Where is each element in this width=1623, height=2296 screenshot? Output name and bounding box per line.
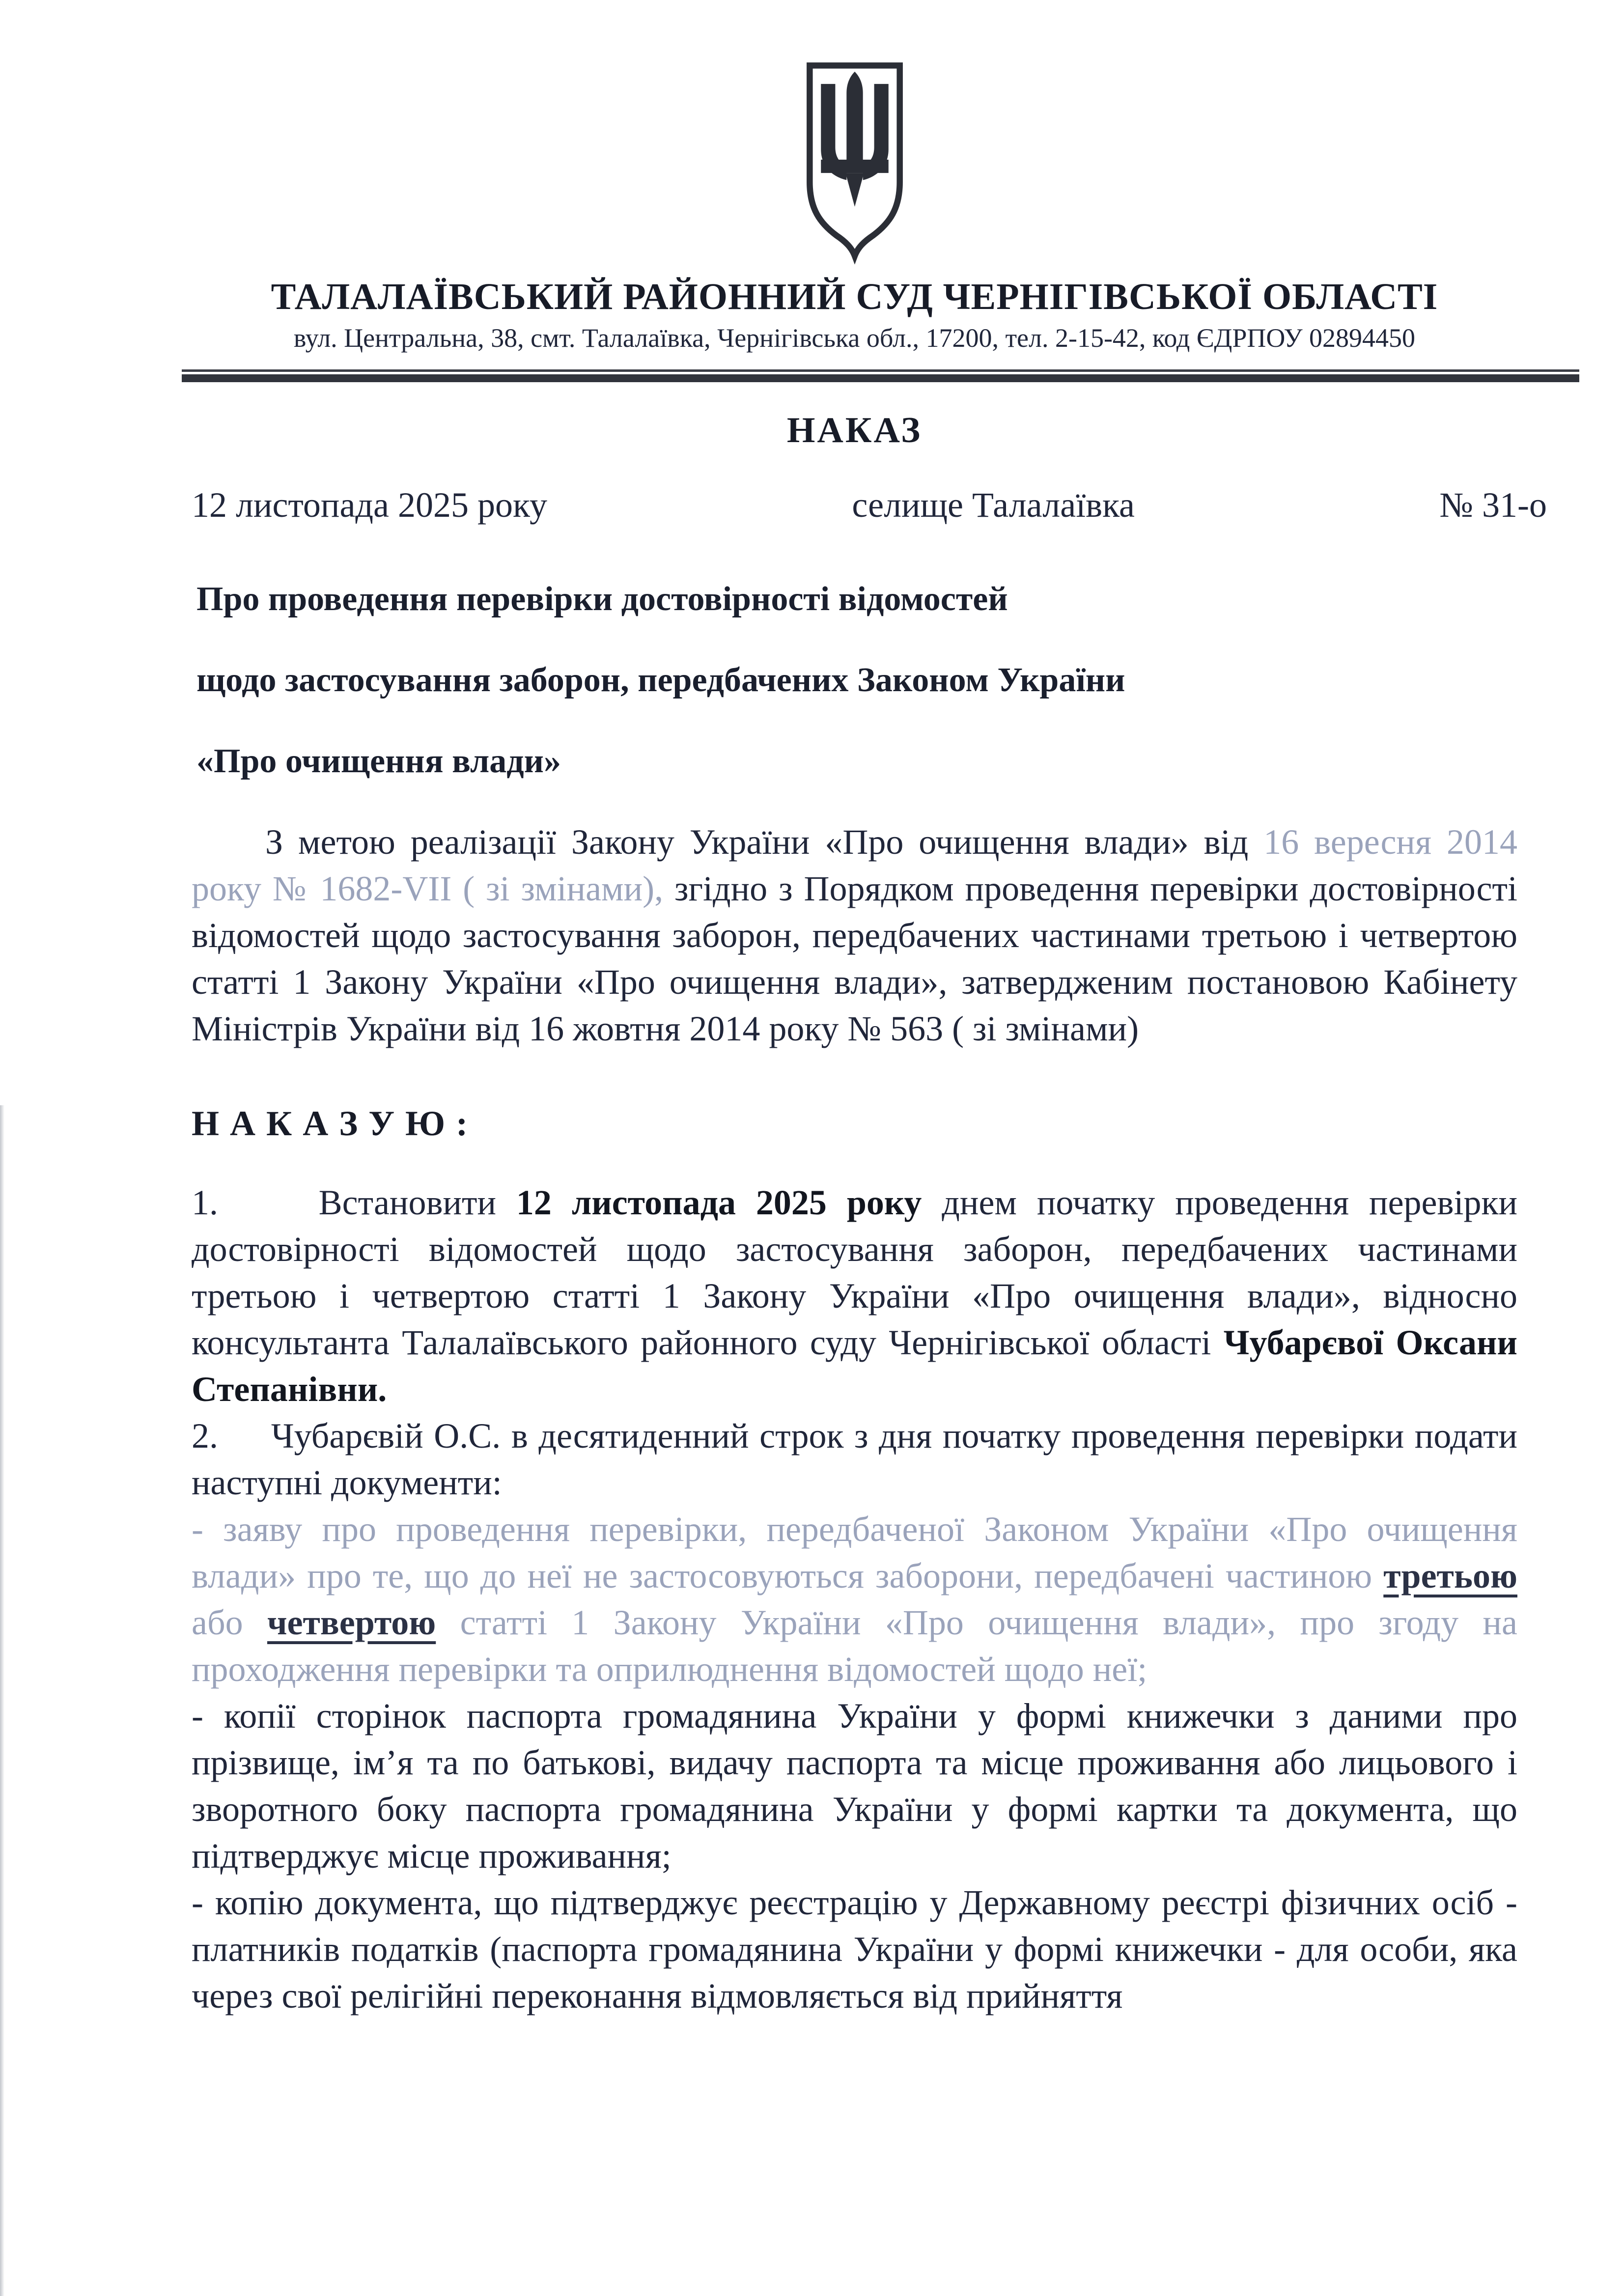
header-rule-thin-line xyxy=(182,369,1579,372)
text-segment: - заяву про проведення перевірки, передбаченої Законом України «Про очищення влади» про те, що до неї не застосовуються заборони, передбачені частиною xyxy=(192,1509,1517,1596)
text-segment: статті 1 Закону України «Про очищення влади», про згоду на проходження перевірки та оприлюднення відомостей щодо неї; xyxy=(192,1602,1518,1689)
subject-line: «Про очищення влади» xyxy=(196,742,561,780)
text-segment: згідно з Порядком проведення перевірки достовірності відомостей щодо застосування заборон, передбачених частинами третьою і четвертою статті 1 Закону України «Про очищення влади», затвердженим постановою Кабінету Міністрів України від 16 жовтня 2014 року № 563 ( зі змінами) xyxy=(192,868,1517,1048)
order-number: № 31-о xyxy=(1439,485,1547,525)
order-place: селище Талалаївка xyxy=(852,485,1135,525)
text-segment: - копії сторінок паспорта громадянина України у формі книжечки з даними про прізвище, ім’я та по батькові, видачу паспорта та місце проживання або лицьового і зворотного боку паспорта громадянина України у формі картки та документа, що підтверджує місце проживання; xyxy=(192,1696,1517,1876)
document-type-title: НАКАЗ xyxy=(786,410,923,450)
text-segment: Чубарєвої Оксани Степанівни. xyxy=(192,1322,1517,1409)
subject-block xyxy=(192,576,1517,784)
date-row xyxy=(192,482,1547,529)
subject-line: Про проведення перевірки достовірності відомостей xyxy=(196,580,1008,618)
text-segment: - копію документа, що підтверджує реєстрацію у Державному реєстрі фізичних осіб - платників податків (паспорта громадянина України у формі книжечки - для особи, яка через свої релігійні переконання відмовляється від прийняття xyxy=(192,1882,1517,2016)
order-item-2 xyxy=(192,1413,1517,1506)
scanner-edge-shadow xyxy=(0,1105,4,2296)
court-address: вул. Центральна, 38, смт. Талалаївка, Чернігівська обл., 17200, тел. 2-15-42, код ЄДРПОУ 02894450 xyxy=(293,323,1416,353)
header-rule-thick-line xyxy=(182,374,1579,382)
document-list-paragraph-passport-copies xyxy=(192,1693,1517,1879)
trident-point xyxy=(845,173,864,207)
trident-center-prong xyxy=(846,72,863,172)
text-segment: 1. Встановити xyxy=(192,1182,516,1222)
subject-line: щодо застосування заборон, передбачених Законом України xyxy=(196,661,1125,699)
text-segment: 2. Чубарєвій О.С. в десятиденний строк з дня початку проведення перевірки подати наступні документи: xyxy=(192,1416,1517,1502)
document-list-paragraph-tax-registration xyxy=(192,1879,1517,2019)
trident-base xyxy=(821,160,889,173)
text-segment: четвертою xyxy=(267,1602,436,1642)
court-name: ТАЛАЛАЇВСЬКИЙ РАЙОННИЙ СУД ЧЕРНІГІВСЬКОЇ ОБЛАСТІ xyxy=(271,276,1438,317)
text-segment: 16 вересня 2014 року № 1682-VII ( зі змінами), xyxy=(192,822,1517,908)
text-segment: З метою реалізації Закону України «Про очищення влади» від xyxy=(265,822,1264,862)
preamble-paragraph xyxy=(192,819,1517,1052)
text-segment: днем початку проведення перевірки достовірності відомостей щодо застосування заборон, передбачених частинами третьою і четвертою статті 1 Закону України «Про очищення влади», відносно консультанта Талалаївського районного суду Чернігівської області xyxy=(192,1182,1517,1362)
ukraine-trident-icon xyxy=(793,54,916,265)
order-item-1 xyxy=(192,1179,1517,1413)
header-rule xyxy=(182,369,1579,382)
text-segment: 12 листопада 2025 року xyxy=(516,1182,922,1222)
decree-heading: Н А К А З У Ю : xyxy=(192,1103,469,1143)
text-segment: або xyxy=(192,1602,267,1642)
document-list-paragraph-application xyxy=(192,1506,1517,1693)
header-emblem-area xyxy=(192,54,1517,268)
order-date: 12 листопада 2025 року xyxy=(192,485,547,525)
text-segment: третьою xyxy=(1383,1556,1517,1596)
